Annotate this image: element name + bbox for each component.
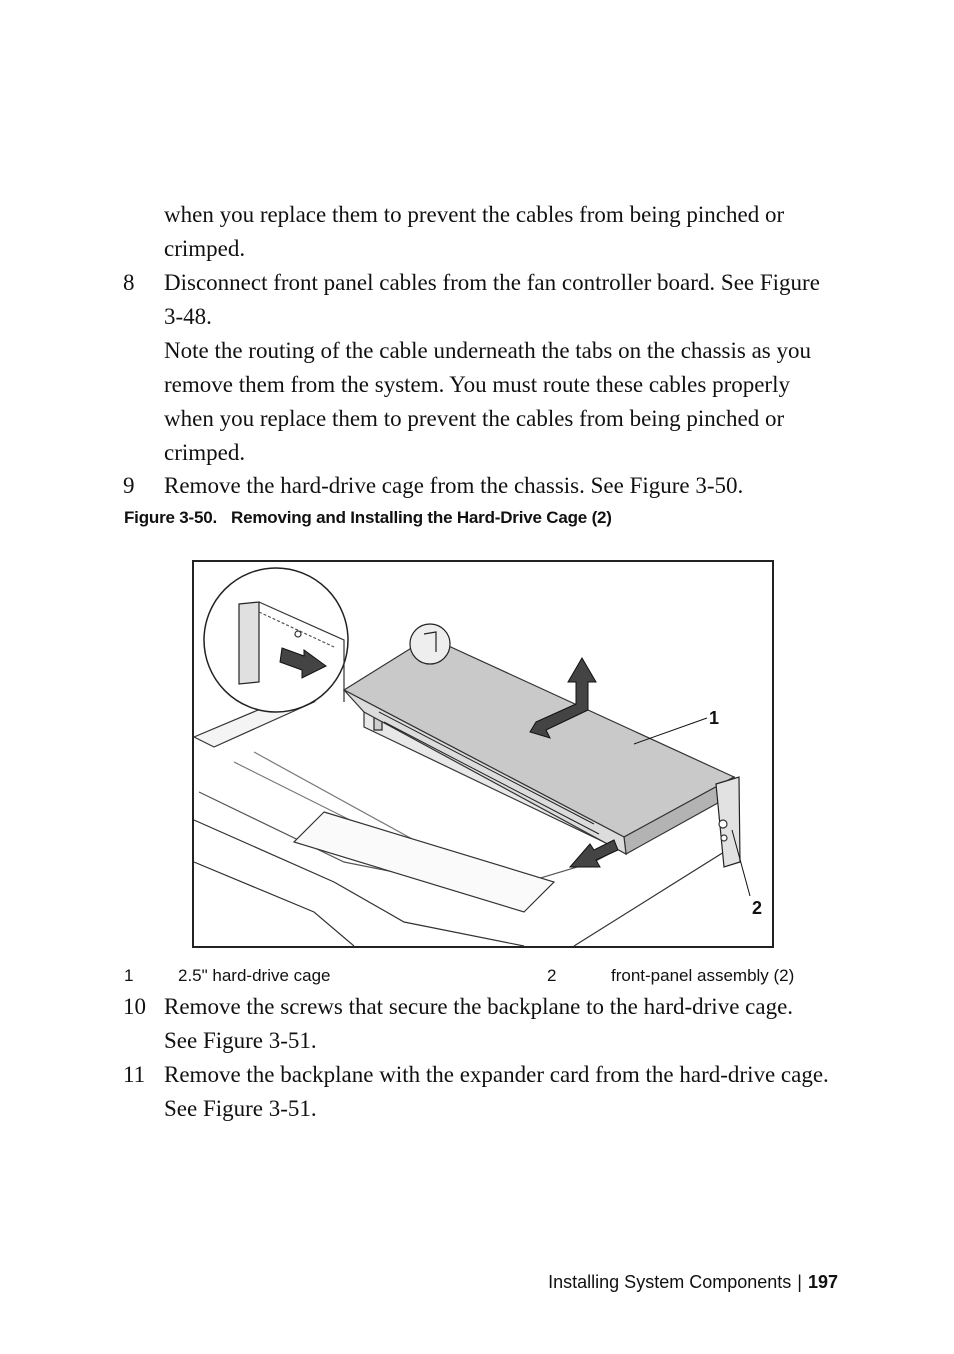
text-line: crimped. [164,440,246,465]
callout-1: 1 [709,708,720,728]
slide-out-arrow-icon [570,840,618,867]
figure-label: Figure 3-50. [124,508,218,527]
step-number: 9 [123,473,135,498]
callout-1-leader [634,718,707,744]
legend-number: 2 [547,966,557,985]
footer-separator: | [797,1272,802,1292]
step-number: 10 [123,994,146,1019]
step-number: 8 [123,270,135,295]
text-line: Disconnect front panel cables from the fan controller board. See Figure [164,270,820,295]
hard-drive-cage-illustration [194,562,772,946]
text-line: remove them from the system. You must route these cables properly [164,372,790,397]
text-line: when you replace them to prevent the cables from being pinched or [164,202,785,227]
text-line: Remove the hard-drive cage from the chassis. See Figure 3-50. [164,473,744,498]
footer-section: Installing System Components [548,1272,792,1292]
text-line: crimped. [164,236,246,261]
text-line: Remove the screws that secure the backplane to the hard-drive cage. [164,994,794,1019]
text-line: See Figure 3-51. [164,1028,317,1053]
text-line: when you replace them to prevent the cables from being pinched or [164,406,785,431]
figure-title: Removing and Installing the Hard-Drive Cage (2) [231,508,612,527]
callout-2: 2 [752,898,763,918]
text-line: Remove the backplane with the expander card from the hard-drive cage. [164,1062,829,1087]
legend-text: front-panel assembly (2) [611,966,795,985]
legend-number: 1 [124,966,134,985]
step-number: 11 [123,1062,146,1087]
text-line: 3-48. [164,304,212,329]
figure-illustration [192,560,774,948]
page-number: 197 [807,1272,838,1292]
text-line: Note the routing of the cable underneath the tabs on the chassis as you [164,338,812,363]
legend-text: 2.5" hard-drive cage [178,966,331,985]
page-footer [548,1272,838,1293]
figure-caption [124,508,612,528]
text-line: See Figure 3-51. [164,1096,317,1121]
